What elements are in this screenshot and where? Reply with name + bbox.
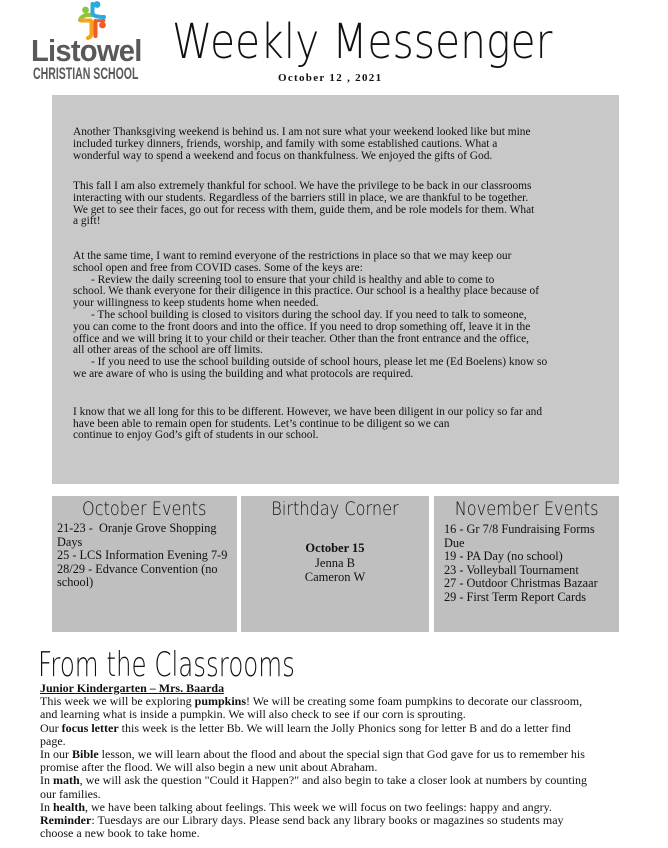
birthday-name: Jenna B [315, 555, 355, 570]
october-events-box [52, 496, 237, 632]
letter-line: you can come to the front doors and into the office. If you need to drop something off, leave it in the [73, 320, 531, 333]
letter-line: We get to see their faces, go out for recess with them, guide them, and be role models for them. What [73, 203, 535, 216]
class-title: Junior Kindergarten – Mrs. Baarda [40, 681, 225, 695]
letter-line: continue to enjoy God’s gift of students in our school. [73, 429, 319, 442]
letter-line: included turkey dinners, friends, worship, and family with some established cautions. What a [73, 137, 498, 150]
letter-line: - Review the daily screening tool to ensure that your child is healthy and able to come to [91, 273, 495, 286]
body-text: , we will ask the question "Could it Happen?" and also begin to take a closer look at numbers by counting [79, 773, 588, 788]
letter-line: - If you need to use the school building outside of school hours, please let me (Ed Boelens) know so [91, 356, 548, 369]
body-text: this week is the letter Bb. We will learn the Jolly Phonics song for letter B and do a letter find [118, 720, 571, 735]
october-event-item: 25 - LCS Information Evening 7-9 [57, 548, 228, 562]
letter-line: we are aware of who is using the building and what protocols are required. [73, 367, 414, 380]
newsletter-date: October 12 , 2021 [278, 72, 383, 84]
birthday-corner-box [241, 496, 429, 632]
body-text: and learning what is inside a pumpkin. We will also check to see if our corn is sprouting. [40, 707, 466, 722]
letter-line: your willingness to keep students home when needed. [73, 297, 319, 310]
classroom-text-line [40, 774, 587, 787]
november-events-box [434, 496, 619, 632]
november-event-item: 29 - First Term Report Cards [444, 589, 587, 604]
body-text: page. [40, 733, 66, 748]
letter-line: Another Thanksgiving weekend is behind us. I am not sure what your weekend looked like but mine [73, 126, 531, 138]
november-events-title-text: November Events [454, 498, 599, 520]
november-event-item: 19 - PA Day (no school) [444, 549, 563, 563]
birthday-list [241, 541, 429, 585]
letter-line: I know that we all long for this to be different. However, we have been diligent in our policy so far and [73, 405, 543, 418]
emphasis-text: Bible [72, 747, 99, 762]
birthday-corner-title-text: Birthday Corner [271, 498, 399, 520]
school-logo-subtitle: CHRISTIAN SCHOOL [33, 64, 139, 83]
letter-line: office and we will bring it to your child or their teacher. Other than the front entrance and the office, [73, 332, 529, 345]
letter-line: have been able to remain open for students. Let’s continue to be diligent so we can [73, 417, 450, 430]
letter-line: a gift! [73, 215, 101, 228]
body-text: promise after the flood. We will also begin a new unit about Abraham. [40, 760, 378, 775]
blue-figure-icon [93, 1, 105, 17]
body-text: : Tuesdays are our Library days. Please send back any library books or magazines so students may [91, 813, 564, 828]
emphasis-text: math [53, 773, 80, 788]
body-text: In our [40, 747, 72, 762]
october-event-item: 21-23 - Oranje Grove Shopping Days [57, 521, 220, 549]
letter-line: all other areas of the school are off limits. [73, 344, 263, 357]
classroom-text-line [40, 722, 587, 735]
principal-letter-text [73, 127, 547, 442]
newsletter-title: Weekly Messenger [172, 14, 553, 70]
november-event-item: 16 - Gr 7/8 Fundraising Forms Due [444, 522, 598, 550]
october-events-title [52, 499, 237, 519]
october-events-title-text: October Events [82, 498, 207, 520]
school-logo-name: Listowel [31, 33, 142, 68]
letter-line: school open and free from COVID cases. Some of the keys are: [73, 261, 363, 274]
birthday-name: Cameron W [304, 570, 366, 584]
body-text: our families. [40, 786, 101, 801]
body-text: , we have been talking about feelings. This week we will focus on two feelings: happy and angry. [85, 799, 552, 814]
principal-letter-box [52, 95, 619, 484]
body-text: choose a new book to take home. [40, 826, 200, 841]
letter-line: interacting with our students. Regardless of the barriers still in place, we are thankful to be together. [73, 191, 529, 204]
body-text: Our [40, 720, 62, 735]
letter-line: wonderful way to spend a weekend and focus on thankfulness. We enjoyed the gifts of God. [73, 149, 493, 162]
november-events-list [444, 523, 617, 604]
body-text: lesson, we will learn about the flood and about the special sign that God gave for us to remember his [98, 747, 585, 762]
november-event-item: 23 - Volleyball Tournament [444, 562, 579, 577]
letter-line: - The school building is closed to visitors during the school day. If you need to talk to someone, [91, 308, 527, 321]
november-events-title [434, 499, 619, 519]
body-text: In [40, 799, 53, 814]
letter-line: school. We thank everyone for their diligence in this practice. Our school is a healthy place because of [73, 285, 540, 298]
classroom-section [40, 682, 587, 840]
emphasis-text: pumpkins [194, 694, 247, 709]
emphasis-text: health [53, 799, 86, 814]
november-event-item: 27 - Outdoor Christmas Bazaar [444, 576, 598, 590]
emphasis-text: Reminder [40, 813, 92, 828]
emphasis-text: focus letter [61, 720, 119, 735]
classrooms-heading: From the Classrooms [38, 645, 295, 685]
body-text: This week we will be exploring [40, 694, 195, 709]
letter-line: At the same time, I want to remind everyone of the restrictions in place so that we may keep our [73, 249, 512, 262]
october-events-list [57, 522, 235, 590]
letter-paragraph [73, 181, 547, 228]
birthday-date: October 15 [305, 541, 365, 555]
birthday-corner-title [241, 499, 429, 519]
classroom-text-line [40, 827, 587, 840]
letter-line: This fall I am also extremely thankful for school. We have the privilege to be back in our classrooms [73, 179, 532, 192]
body-text: In [40, 773, 53, 788]
october-event-item: 28/29 - Edvance Convention (no school) [57, 561, 221, 589]
body-text: ! We will be creating some foam pumpkins to decorate our classroom, [246, 694, 583, 709]
green-figure-icon [80, 7, 92, 20]
letter-paragraph [73, 407, 547, 442]
letter-paragraph [73, 127, 547, 162]
letter-paragraph [73, 251, 547, 381]
